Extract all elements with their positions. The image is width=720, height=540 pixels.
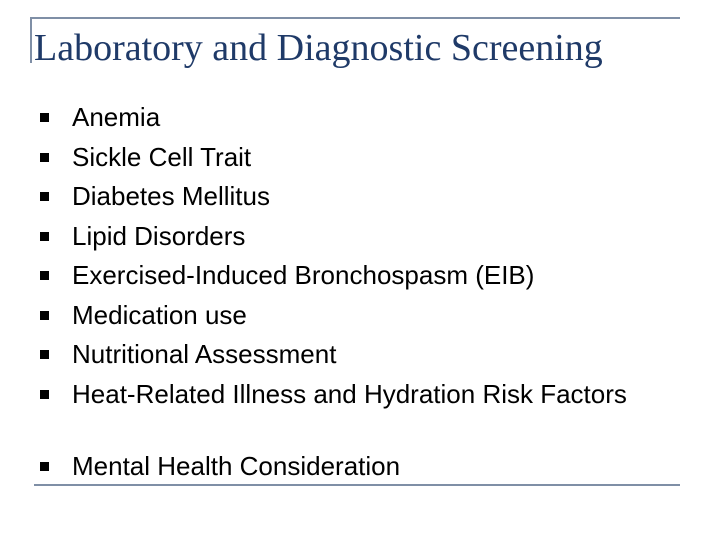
bullet-item bbox=[0, 298, 720, 338]
bottom-rule bbox=[34, 484, 680, 486]
square-bullet-icon bbox=[40, 311, 49, 320]
bullet-item bbox=[0, 377, 720, 449]
bullet-text: Exercised-Induced Bronchospasm (EIB) bbox=[72, 260, 535, 290]
bullet-text: Mental Health Consideration bbox=[72, 450, 401, 481]
bullet-item bbox=[0, 337, 720, 377]
bullet-item bbox=[0, 179, 720, 219]
bullet-text: Heat-Related Illness and Hydration Risk Factors bbox=[72, 378, 627, 409]
bullet-item bbox=[0, 258, 720, 298]
bullet-item bbox=[0, 219, 720, 259]
bullet-item bbox=[0, 140, 720, 180]
square-bullet-icon bbox=[40, 153, 49, 162]
bullet-text: Sickle Cell Trait bbox=[72, 141, 252, 172]
bullet-item bbox=[0, 100, 720, 140]
bullet-list bbox=[0, 100, 720, 488]
title-top-rule bbox=[30, 17, 680, 19]
bullet-text: Anemia bbox=[72, 102, 161, 132]
square-bullet-icon bbox=[40, 232, 49, 241]
bullet-text: Lipid Disorders bbox=[72, 220, 246, 251]
square-bullet-icon bbox=[40, 390, 49, 399]
square-bullet-icon bbox=[40, 271, 49, 280]
bullet-item bbox=[0, 449, 720, 489]
slide-title: Laboratory and Diagnostic Screening bbox=[34, 27, 603, 69]
square-bullet-icon bbox=[40, 350, 49, 359]
bullet-text: Diabetes Mellitus bbox=[72, 181, 270, 211]
square-bullet-icon bbox=[40, 192, 49, 201]
square-bullet-icon bbox=[40, 113, 49, 122]
bullet-text: Nutritional Assessment bbox=[72, 339, 337, 369]
bullet-text: Medication use bbox=[72, 299, 247, 330]
title-left-rule bbox=[30, 17, 32, 63]
square-bullet-icon bbox=[40, 462, 49, 471]
